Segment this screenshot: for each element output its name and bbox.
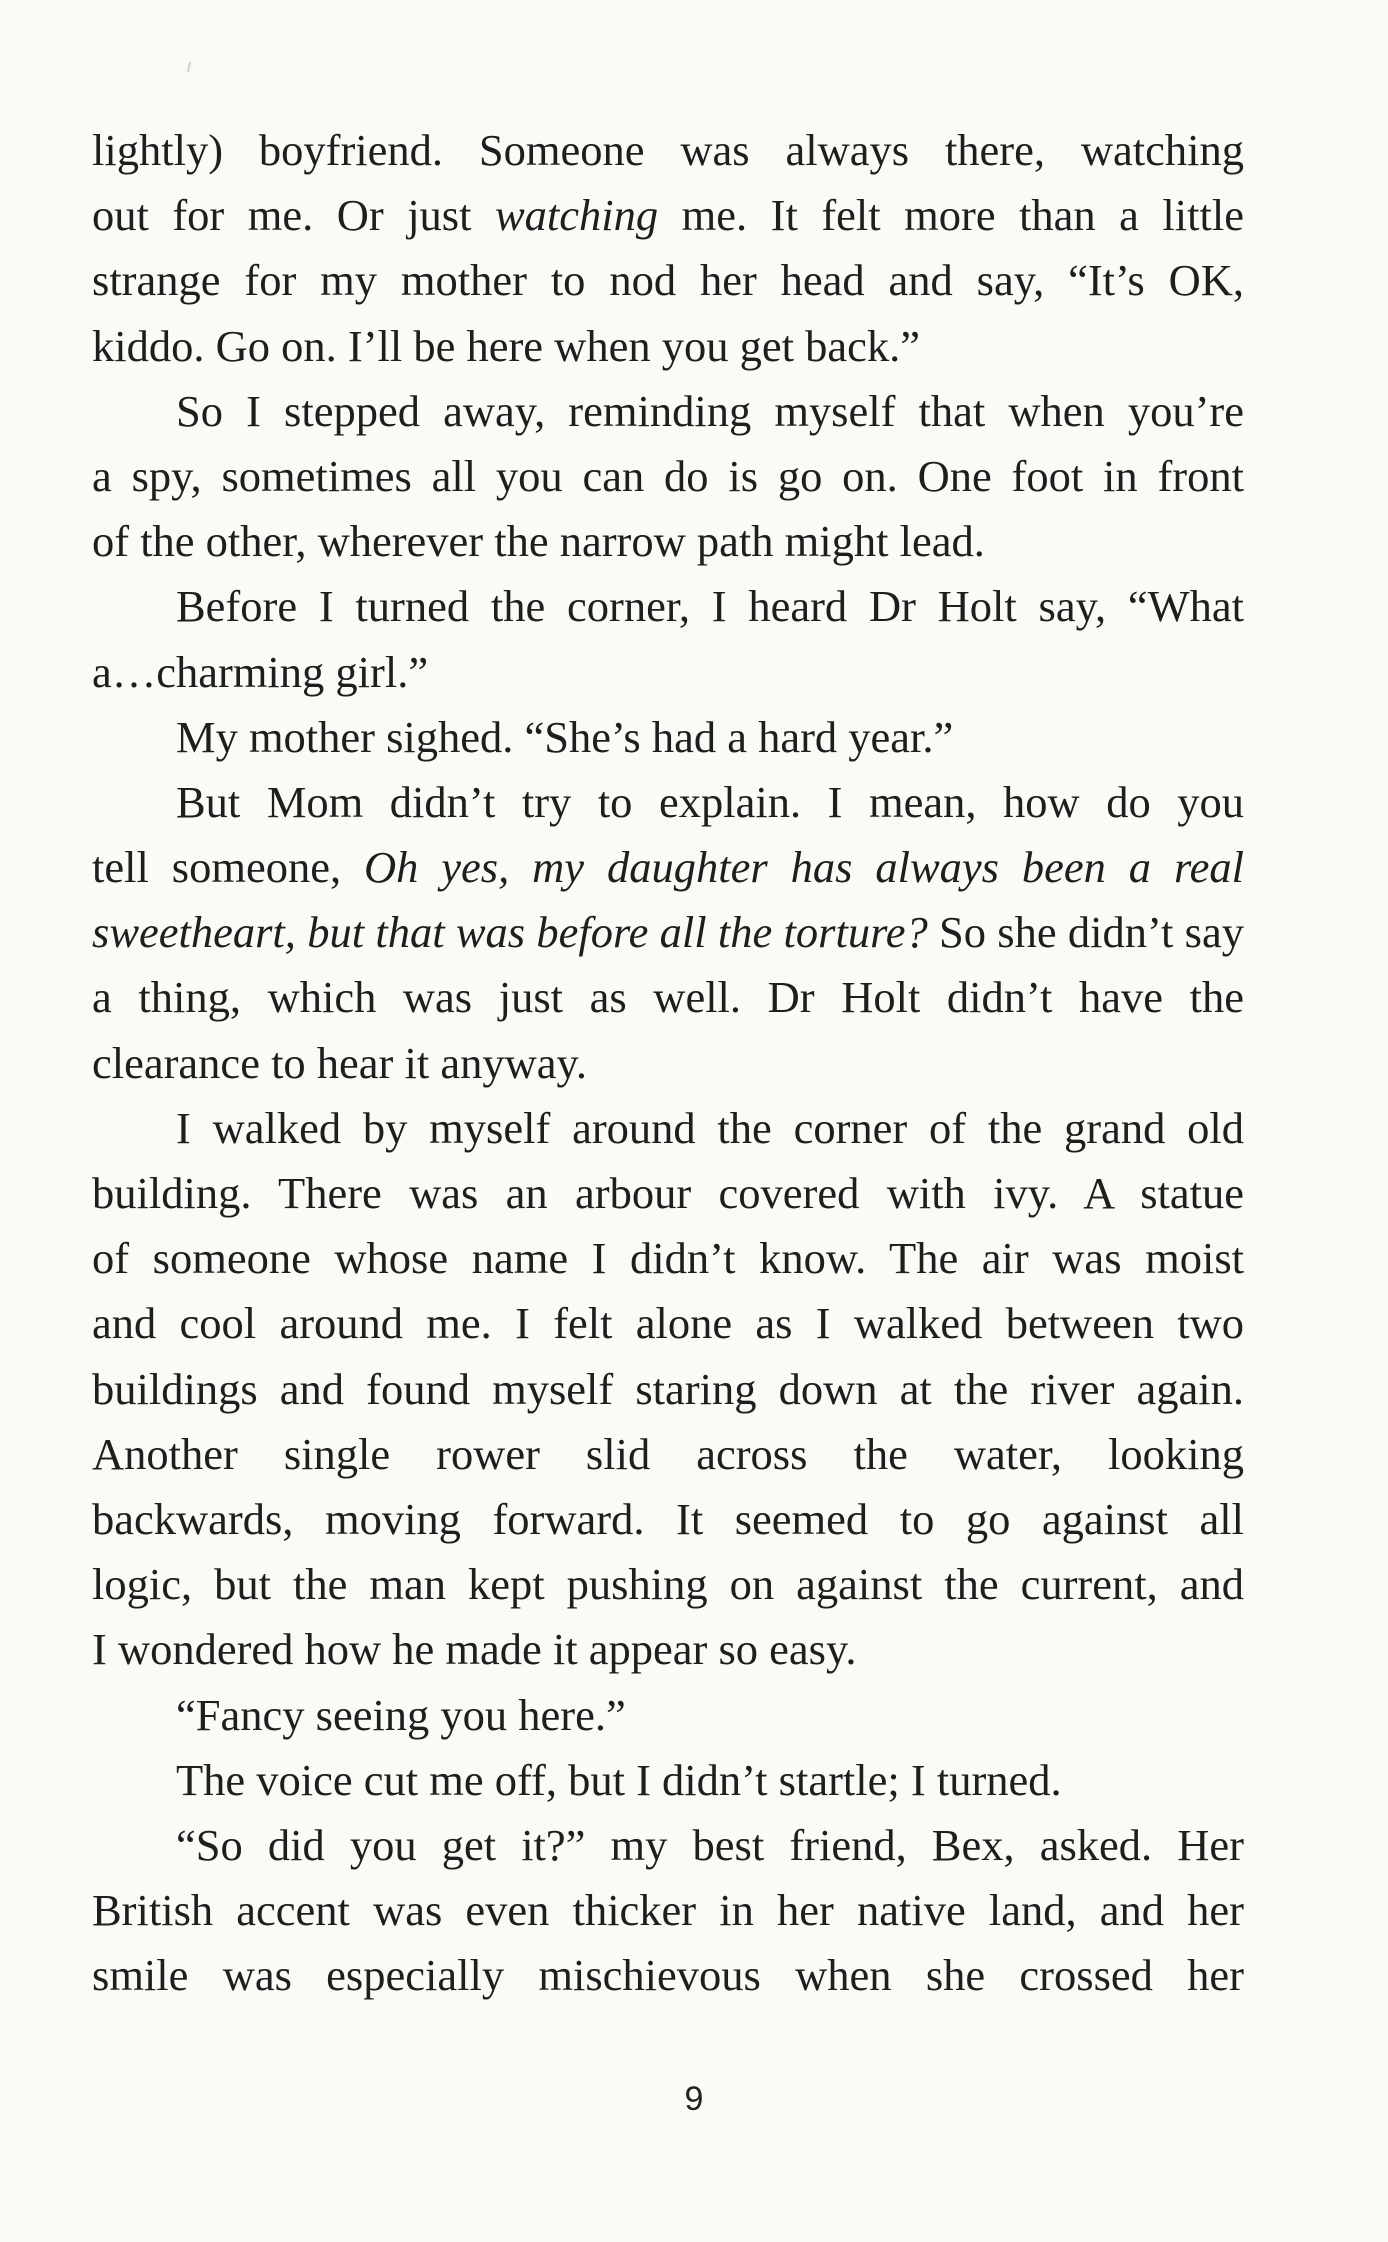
text-segment: Before I turned the corner, I heard Dr Holt say, “What: [176, 581, 1244, 632]
text-line: [92, 1748, 1244, 1813]
text-line: [92, 1617, 1244, 1682]
text-line: [92, 1683, 1244, 1748]
text-line: [92, 509, 1244, 574]
text-segment: So I stepped away, reminding myself that when you’re: [176, 385, 1244, 436]
text-line: [92, 770, 1244, 835]
text-segment: smile was especially mischievous when she crossed her: [92, 1950, 1244, 2001]
text-line: [92, 1291, 1244, 1356]
text-line: [92, 1878, 1244, 1943]
text-line: [92, 118, 1244, 183]
italic-text: sweetheart, but that was before all the torture?: [92, 907, 928, 958]
text-segment: a spy, sometimes all you can do is go on. One foot in front: [92, 450, 1244, 501]
text-segment: buildings and found myself staring down at the river again.: [92, 1363, 1244, 1414]
text-line: [92, 1487, 1244, 1552]
text-segment: a thing, which was just as well. Dr Holt didn’t have the: [92, 972, 1244, 1023]
text-line: [92, 1943, 1244, 2008]
text-line: [92, 1422, 1244, 1487]
text-segment: kiddo. Go on. I’ll be here when you get back.”: [92, 320, 920, 371]
text-segment: clearance to hear it anyway.: [92, 1037, 587, 1088]
text-line: [92, 705, 1244, 770]
text-segment: building. There was an arbour covered with ivy. A statue: [92, 1168, 1244, 1218]
text-segment: But Mom didn’t try to explain. I mean, how do you: [176, 776, 1244, 827]
text-line: [92, 574, 1244, 639]
text-line: [92, 314, 1244, 379]
text-segment: lightly) boyfriend. Someone was always there, watching: [92, 125, 1244, 175]
text-line: [92, 900, 1244, 965]
text-line: [92, 1552, 1244, 1617]
text-segment: My mother sighed. “She’s had a hard year.”: [176, 711, 954, 762]
text-segment: me. It felt more than a little: [658, 190, 1245, 241]
page-number: 9: [684, 2080, 704, 2118]
text-segment: and cool around me. I felt alone as I walked between two: [92, 1298, 1244, 1349]
text-segment: out for me. Or just: [92, 190, 495, 241]
text-segment: tell someone,: [92, 842, 364, 893]
text-segment: backwards, moving forward. It seemed to go against all: [92, 1493, 1244, 1544]
text-segment: I walked by myself around the corner of the grand old: [176, 1102, 1244, 1153]
text-segment: a…charming girl.”: [92, 646, 429, 697]
text-line: [92, 1357, 1244, 1422]
text-segment: of someone whose name I didn’t know. The air was moist: [92, 1233, 1244, 1284]
text-line: [92, 835, 1244, 900]
text-segment: The voice cut me off, but I didn’t startle; I turned.: [176, 1754, 1062, 1805]
italic-text: Oh yes, my daughter has always been a real: [364, 842, 1244, 893]
text-line: [92, 1096, 1244, 1161]
text-segment: “So did you get it?” my best friend, Bex, asked. Her: [176, 1819, 1244, 1870]
text-segment: logic, but the man kept pushing on against the current, and: [92, 1559, 1244, 1610]
text-line: [92, 640, 1244, 705]
text-segment: British accent was even thicker in her native land, and her: [92, 1885, 1244, 1936]
text-segment: I wondered how he made it appear so easy.: [92, 1624, 857, 1675]
text-segment: Another single rower slid across the water, looking: [92, 1428, 1244, 1479]
text-segment: “Fancy seeing you here.”: [176, 1689, 626, 1740]
text-line: [92, 1226, 1244, 1291]
scan-speck: [187, 62, 191, 72]
text-segment: So she didn’t say: [927, 907, 1244, 958]
italic-text: watching: [495, 190, 659, 241]
page-body-text: [92, 118, 1244, 2008]
text-line: [92, 248, 1244, 313]
text-line: [92, 444, 1244, 509]
text-line: [92, 1161, 1244, 1226]
text-line: [92, 183, 1244, 248]
text-segment: of the other, wherever the narrow path might lead.: [92, 516, 985, 567]
text-line: [92, 379, 1244, 444]
text-line: [92, 1031, 1244, 1096]
text-line: [92, 965, 1244, 1030]
text-segment: strange for my mother to nod her head and say, “It’s OK,: [92, 255, 1244, 306]
text-line: [92, 1813, 1244, 1878]
